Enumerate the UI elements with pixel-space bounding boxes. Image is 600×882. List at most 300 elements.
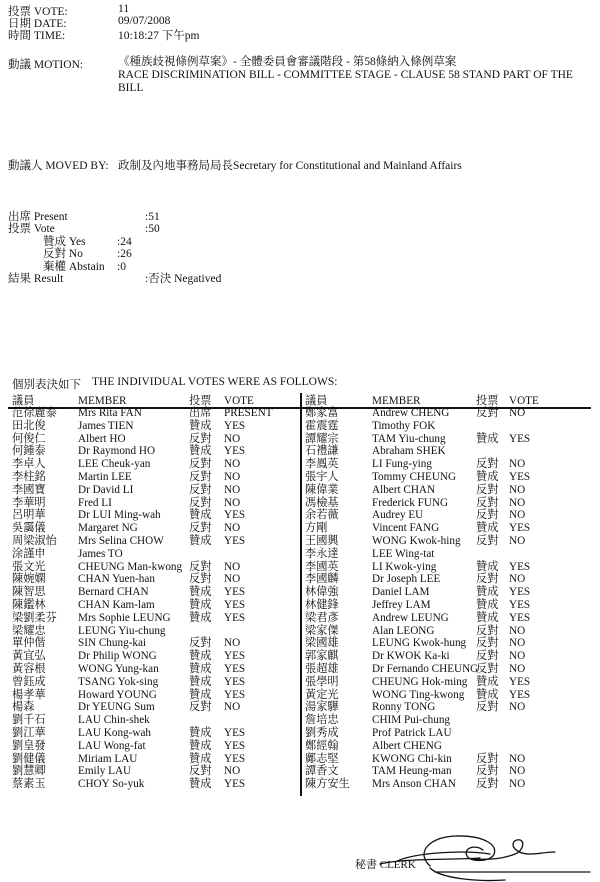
member-name-en: Emily LAU bbox=[78, 765, 132, 778]
vote-en: NO bbox=[509, 458, 526, 471]
vote-zh: 贊成 bbox=[189, 778, 212, 791]
col-vote-en: VOTE bbox=[224, 395, 254, 407]
table-row bbox=[305, 612, 600, 625]
member-name-en: CHEUNG Man-kwong bbox=[78, 560, 183, 573]
member-name-en: Dr Joseph LEE bbox=[372, 573, 441, 586]
member-name-en: Frederick FUNG bbox=[372, 496, 449, 509]
member-name-zh: 劉慧卿 bbox=[12, 765, 46, 778]
clerk-label: 秘書 CLERK bbox=[355, 859, 416, 871]
table-row bbox=[305, 484, 600, 497]
no-value: :26 bbox=[117, 248, 132, 260]
vote-en: NO bbox=[509, 650, 526, 663]
table-row bbox=[305, 561, 600, 574]
member-name-zh: 李卓人 bbox=[12, 458, 46, 471]
vote-zh: 贊成 bbox=[476, 598, 499, 611]
table-row bbox=[12, 497, 312, 510]
table-row bbox=[12, 701, 312, 714]
member-name-zh: 張文光 bbox=[12, 560, 46, 573]
member-name-zh: 林健鋒 bbox=[305, 598, 339, 611]
table-row bbox=[305, 586, 600, 599]
motion-title-zh: 《種族歧視條例草案》- 全體委員會審議階段 - 第58條納入條例草案 bbox=[118, 56, 457, 68]
vote-zh: 反對 bbox=[476, 573, 499, 586]
member-name-en: James TIEN bbox=[78, 419, 134, 432]
vote-en: YES bbox=[224, 611, 246, 624]
member-name-en: WONG Kwok-hing bbox=[372, 534, 461, 547]
vote-en: NO bbox=[509, 407, 526, 419]
table-row bbox=[12, 689, 312, 702]
vote-zh: 贊成 bbox=[189, 419, 212, 432]
table-row bbox=[305, 676, 600, 689]
member-name-zh: 陳方安生 bbox=[305, 778, 350, 791]
vote-en: NO bbox=[224, 637, 241, 650]
vote-zh: 贊成 bbox=[476, 470, 499, 483]
vote-zh: 贊成 bbox=[189, 662, 212, 675]
vote-zh: 反對 bbox=[476, 752, 499, 765]
vote-en: YES bbox=[509, 611, 531, 624]
vote-zh: 反對 bbox=[476, 509, 499, 522]
table-row bbox=[305, 497, 600, 510]
member-name-zh: 方剛 bbox=[305, 522, 328, 535]
table-row bbox=[305, 663, 600, 676]
table-row bbox=[12, 637, 312, 650]
member-name-zh: 楊孝華 bbox=[12, 688, 46, 701]
votes-table-right bbox=[305, 395, 600, 791]
col-member-zh: 議員 bbox=[305, 395, 328, 407]
vote-en: YES bbox=[509, 675, 531, 688]
vote-en: YES bbox=[224, 739, 246, 752]
vote-count-label: 投票 Vote bbox=[8, 223, 55, 235]
table-row bbox=[12, 535, 312, 548]
member-name-zh: 梁家傑 bbox=[305, 624, 339, 637]
member-name-en: Prof Patrick LAU bbox=[372, 726, 452, 739]
member-name-zh: 鄭家富 bbox=[305, 407, 339, 419]
vote-zh: 反對 bbox=[189, 458, 212, 471]
vote-zh: 贊成 bbox=[476, 675, 499, 688]
vote-zh: 反對 bbox=[476, 483, 499, 496]
table-row bbox=[305, 522, 600, 535]
member-name-zh: 張學明 bbox=[305, 675, 339, 688]
member-name-zh: 李國寶 bbox=[12, 483, 46, 496]
member-name-en: Dr YEUNG Sum bbox=[78, 701, 155, 714]
member-name-zh: 黃定光 bbox=[305, 688, 339, 701]
member-name-zh: 吳靄儀 bbox=[12, 522, 46, 535]
vote-count-value: :50 bbox=[145, 223, 160, 235]
table-row bbox=[305, 637, 600, 650]
vote-en: YES bbox=[224, 778, 246, 791]
member-name-en: CHOY So-yuk bbox=[78, 778, 145, 791]
individual-heading-zh: 個別表決如下 bbox=[12, 379, 81, 391]
vote-zh: 反對 bbox=[476, 650, 499, 663]
member-name-zh: 陳偉業 bbox=[305, 483, 339, 496]
member-name-zh: 詹培忠 bbox=[305, 714, 339, 727]
member-name-zh: 楊森 bbox=[12, 701, 35, 714]
member-name-en: Mrs Rita FAN bbox=[78, 407, 142, 419]
member-name-en: Andrew LEUNG bbox=[372, 611, 449, 624]
yes-label: 贊成 Yes bbox=[43, 236, 86, 248]
member-name-en: Miriam LAU bbox=[78, 752, 138, 765]
member-name-en: Jeffrey LAM bbox=[372, 598, 431, 611]
table-row bbox=[305, 509, 600, 522]
table-row bbox=[305, 753, 600, 766]
vote-en: YES bbox=[509, 688, 531, 701]
present-value: :51 bbox=[145, 211, 160, 223]
table-row bbox=[305, 714, 600, 727]
vote-zh: 反對 bbox=[476, 458, 499, 471]
vote-zh: 反對 bbox=[476, 637, 499, 650]
vote-en: NO bbox=[224, 765, 241, 778]
table-row bbox=[12, 561, 312, 574]
member-name-en: Mrs Sophie LEUNG bbox=[78, 611, 171, 624]
motion-title-en-1: RACE DISCRIMINATION BILL - COMMITTEE STAGE - CLAUSE 58 STAND PART OF THE bbox=[118, 69, 573, 81]
table-row bbox=[305, 765, 600, 778]
vote-en: YES bbox=[224, 509, 246, 522]
vote-en: NO bbox=[509, 573, 526, 586]
table-row bbox=[12, 599, 312, 612]
member-name-zh: 陳鑑林 bbox=[12, 598, 46, 611]
vote-zh: 反對 bbox=[189, 522, 212, 535]
vote-en: NO bbox=[509, 496, 526, 509]
member-name-en: Alan LEONG bbox=[372, 624, 435, 637]
no-label: 反對 No bbox=[43, 248, 83, 260]
table-row bbox=[305, 599, 600, 612]
table-row bbox=[12, 433, 312, 446]
time-value: 10:18:27 下午pm bbox=[118, 30, 200, 42]
member-name-zh: 湯家驊 bbox=[305, 701, 339, 714]
vote-en: YES bbox=[224, 445, 246, 458]
member-name-en: CHIM Pui-chung bbox=[372, 714, 451, 727]
table-row bbox=[12, 778, 312, 791]
member-name-zh: 林偉強 bbox=[305, 586, 339, 599]
vote-zh: 反對 bbox=[189, 432, 212, 445]
member-name-en: Daniel LAM bbox=[372, 586, 430, 599]
vote-zh: 反對 bbox=[189, 470, 212, 483]
vote-number-label: 投票 VOTE: bbox=[8, 6, 68, 18]
member-name-zh: 黃宜弘 bbox=[12, 650, 46, 663]
member-name-en: LEE Wing-tat bbox=[372, 547, 435, 560]
table-row bbox=[12, 650, 312, 663]
table-row bbox=[305, 548, 600, 561]
vote-zh: 反對 bbox=[476, 662, 499, 675]
member-name-en: Vincent FANG bbox=[372, 522, 440, 535]
col-vote-zh: 投票 bbox=[189, 395, 212, 407]
member-name-zh: 范徐麗泰 bbox=[12, 407, 57, 419]
table-row bbox=[12, 471, 312, 484]
vote-zh: 反對 bbox=[476, 407, 499, 419]
motion-label: 動議 MOTION: bbox=[8, 59, 84, 71]
member-name-en: Albert CHENG bbox=[372, 739, 442, 752]
member-name-en: LAU Wong-fat bbox=[78, 739, 146, 752]
table-row bbox=[12, 714, 312, 727]
col-member-en: MEMBER bbox=[78, 395, 127, 407]
member-name-en: James TO bbox=[78, 547, 123, 560]
date-value: 09/07/2008 bbox=[118, 15, 171, 27]
member-name-en: Audrey EU bbox=[372, 509, 424, 522]
table-row bbox=[12, 458, 312, 471]
member-name-en: Abraham SHEK bbox=[372, 445, 446, 458]
member-name-en: Dr Philip WONG bbox=[78, 650, 157, 663]
vote-en: YES bbox=[509, 598, 531, 611]
member-name-zh: 單仲偕 bbox=[12, 637, 46, 650]
vote-zh: 贊成 bbox=[189, 650, 212, 663]
col-member-zh: 議員 bbox=[12, 395, 35, 407]
table-row bbox=[12, 548, 312, 561]
table-row bbox=[12, 573, 312, 586]
vote-zh: 反對 bbox=[476, 624, 499, 637]
member-name-zh: 梁劉柔芬 bbox=[12, 611, 57, 624]
vote-en: YES bbox=[224, 752, 246, 765]
table-row bbox=[12, 727, 312, 740]
vote-zh: 反對 bbox=[189, 765, 212, 778]
member-name-en: TAM Yiu-chung bbox=[372, 432, 446, 445]
member-name-en: LI Fung-ying bbox=[372, 458, 432, 471]
table-row bbox=[12, 740, 312, 753]
table-row bbox=[12, 612, 312, 625]
vote-en: NO bbox=[224, 560, 241, 573]
member-name-zh: 劉秀成 bbox=[305, 726, 339, 739]
member-name-zh: 劉江華 bbox=[12, 726, 46, 739]
table-row bbox=[12, 420, 312, 433]
vote-zh: 反對 bbox=[476, 765, 499, 778]
member-name-zh: 梁耀忠 bbox=[12, 624, 46, 637]
member-name-zh: 劉皇發 bbox=[12, 739, 46, 752]
member-name-en: LEUNG Yiu-chung bbox=[78, 624, 166, 637]
table-row bbox=[12, 484, 312, 497]
vote-en: YES bbox=[509, 470, 531, 483]
vote-en: YES bbox=[224, 650, 246, 663]
vote-zh: 贊成 bbox=[476, 688, 499, 701]
vote-zh: 反對 bbox=[476, 778, 499, 791]
member-name-en: Howard YOUNG bbox=[78, 688, 157, 701]
table-row bbox=[12, 625, 312, 638]
vote-en: YES bbox=[509, 432, 531, 445]
member-name-en: LI Kwok-ying bbox=[372, 560, 437, 573]
vote-en: YES bbox=[509, 522, 531, 535]
moved-by-value: 政制及內地事務局局長Secretary for Constitutional and Mainland Affairs bbox=[118, 160, 462, 172]
vote-en: YES bbox=[224, 675, 246, 688]
vote-en: YES bbox=[224, 688, 246, 701]
table-row bbox=[305, 420, 600, 433]
table-row bbox=[305, 740, 600, 753]
vote-number-value: 11 bbox=[118, 3, 130, 15]
member-name-en: Dr LUI Ming-wah bbox=[78, 509, 161, 522]
member-name-zh: 何俊仁 bbox=[12, 432, 46, 445]
member-name-en: Andrew CHENG bbox=[372, 407, 450, 419]
table-row bbox=[12, 407, 312, 420]
vote-zh: 贊成 bbox=[189, 752, 212, 765]
vote-en: YES bbox=[224, 419, 246, 432]
member-name-zh: 余若薇 bbox=[305, 509, 339, 522]
vote-en: YES bbox=[509, 560, 531, 573]
table-row bbox=[305, 535, 600, 548]
vote-en: NO bbox=[509, 483, 526, 496]
table-row bbox=[12, 509, 312, 522]
vote-en: NO bbox=[224, 483, 241, 496]
date-label: 日期 DATE: bbox=[8, 18, 67, 30]
table-row bbox=[12, 663, 312, 676]
table-row bbox=[305, 701, 600, 714]
member-name-en: LAU Kong-wah bbox=[78, 726, 152, 739]
vote-zh: 出席 bbox=[189, 407, 212, 419]
vote-en: NO bbox=[224, 701, 241, 714]
member-name-en: Dr Raymond HO bbox=[78, 445, 156, 458]
member-name-en: CHAN Kam-lam bbox=[78, 598, 155, 611]
member-name-zh: 劉千石 bbox=[12, 714, 46, 727]
table-row bbox=[12, 753, 312, 766]
time-label: 時間 TIME: bbox=[8, 30, 66, 42]
member-name-en: WONG Yung-kan bbox=[78, 662, 159, 675]
vote-zh: 贊成 bbox=[189, 534, 212, 547]
table-row bbox=[305, 778, 600, 791]
member-name-zh: 曾鈺成 bbox=[12, 675, 46, 688]
member-name-zh: 郭家麒 bbox=[305, 650, 339, 663]
member-name-en: Tommy CHEUNG bbox=[372, 470, 457, 483]
vote-zh: 反對 bbox=[189, 560, 212, 573]
table-row bbox=[305, 689, 600, 702]
col-vote-zh: 投票 bbox=[476, 395, 499, 407]
table-header-row bbox=[305, 395, 600, 407]
vote-zh: 反對 bbox=[189, 573, 212, 586]
table-row bbox=[12, 676, 312, 689]
votes-table-left bbox=[12, 395, 312, 791]
vote-zh: 贊成 bbox=[189, 675, 212, 688]
vote-zh: 贊成 bbox=[476, 611, 499, 624]
member-name-en: Albert CHAN bbox=[372, 483, 436, 496]
member-name-en: WONG Ting-kwong bbox=[372, 688, 465, 701]
vote-zh: 贊成 bbox=[476, 432, 499, 445]
vote-zh: 贊成 bbox=[189, 611, 212, 624]
member-name-en: Fred LI bbox=[78, 496, 112, 509]
vote-en: YES bbox=[509, 586, 531, 599]
table-header-row bbox=[12, 395, 312, 407]
member-name-zh: 李國英 bbox=[305, 560, 339, 573]
vote-zh: 反對 bbox=[189, 701, 212, 714]
vote-en: NO bbox=[224, 522, 241, 535]
table-row bbox=[305, 625, 600, 638]
vote-zh: 贊成 bbox=[189, 509, 212, 522]
vote-zh: 贊成 bbox=[189, 739, 212, 752]
vote-en: YES bbox=[224, 726, 246, 739]
table-row bbox=[305, 433, 600, 446]
member-name-zh: 鄺志堅 bbox=[305, 752, 339, 765]
vote-en: NO bbox=[224, 432, 241, 445]
member-name-en: Albert HO bbox=[78, 432, 126, 445]
table-row bbox=[12, 522, 312, 535]
member-name-en: CHAN Yuen-han bbox=[78, 573, 155, 586]
member-name-en: LEE Cheuk-yan bbox=[78, 458, 151, 471]
vote-zh: 反對 bbox=[189, 637, 212, 650]
col-member-en: MEMBER bbox=[372, 395, 421, 407]
member-name-en: TAM Heung-man bbox=[372, 765, 452, 778]
vote-en: NO bbox=[509, 752, 526, 765]
table-row bbox=[12, 765, 312, 778]
vote-en: NO bbox=[509, 637, 526, 650]
member-name-zh: 陳婉嫻 bbox=[12, 573, 46, 586]
member-name-zh: 劉健儀 bbox=[12, 752, 46, 765]
yes-value: :24 bbox=[117, 236, 132, 248]
member-name-en: Margaret NG bbox=[78, 522, 138, 535]
vote-en: NO bbox=[509, 624, 526, 637]
member-name-en: SIN Chung-kai bbox=[78, 637, 147, 650]
abstain-label: 棄權 Abstain bbox=[43, 261, 105, 273]
vote-zh: 反對 bbox=[476, 701, 499, 714]
vote-en: PRESENT bbox=[224, 407, 273, 419]
vote-en: NO bbox=[509, 765, 526, 778]
member-name-zh: 黃容根 bbox=[12, 662, 46, 675]
member-name-en: Bernard CHAN bbox=[78, 586, 149, 599]
vote-en: NO bbox=[224, 458, 241, 471]
member-name-en: Dr Fernando CHEUNG bbox=[372, 662, 479, 675]
signature-icon bbox=[375, 832, 595, 882]
member-name-zh: 張宇人 bbox=[305, 470, 339, 483]
member-name-en: Mrs Selina CHOW bbox=[78, 534, 164, 547]
member-name-zh: 涂謹申 bbox=[12, 547, 46, 560]
result-value: :否決 Negatived bbox=[145, 273, 222, 285]
vote-zh: 贊成 bbox=[476, 560, 499, 573]
member-name-zh: 王國興 bbox=[305, 534, 339, 547]
col-vote-en: VOTE bbox=[509, 395, 539, 407]
member-name-zh: 石禮謙 bbox=[305, 445, 339, 458]
present-label: 出席 Present bbox=[8, 211, 68, 223]
member-name-en: Martin LEE bbox=[78, 470, 132, 483]
table-row bbox=[305, 727, 600, 740]
member-name-zh: 譚耀宗 bbox=[305, 432, 339, 445]
vote-en: NO bbox=[509, 534, 526, 547]
vote-en: YES bbox=[224, 598, 246, 611]
member-name-zh: 周梁淑怡 bbox=[12, 534, 57, 547]
member-name-en: Ronny TONG bbox=[372, 701, 436, 714]
member-name-zh: 李柱銘 bbox=[12, 470, 46, 483]
member-name-zh: 霍震霆 bbox=[305, 419, 339, 432]
vote-en: NO bbox=[224, 470, 241, 483]
member-name-zh: 李華明 bbox=[12, 496, 46, 509]
individual-heading-en: THE INDIVIDUAL VOTES WERE AS FOLLOWS: bbox=[92, 376, 338, 388]
member-name-zh: 何鍾泰 bbox=[12, 445, 46, 458]
motion-title-en-2: BILL bbox=[118, 82, 144, 94]
member-name-zh: 田北俊 bbox=[12, 419, 46, 432]
vote-zh: 反對 bbox=[476, 496, 499, 509]
vote-zh: 贊成 bbox=[189, 726, 212, 739]
member-name-zh: 梁君彥 bbox=[305, 611, 339, 624]
vote-zh: 反對 bbox=[189, 496, 212, 509]
member-name-zh: 李永達 bbox=[305, 547, 339, 560]
member-name-zh: 呂明華 bbox=[12, 509, 46, 522]
table-row bbox=[305, 650, 600, 663]
vote-en: NO bbox=[509, 701, 526, 714]
moved-by-label: 動議人 MOVED BY: bbox=[8, 160, 109, 172]
member-name-zh: 鄭經翰 bbox=[305, 739, 339, 752]
member-name-en: LAU Chin-shek bbox=[78, 714, 150, 727]
vote-en: NO bbox=[509, 509, 526, 522]
member-name-en: Dr KWOK Ka-ki bbox=[372, 650, 450, 663]
vote-zh: 贊成 bbox=[189, 586, 212, 599]
member-name-en: Mrs Anson CHAN bbox=[372, 778, 456, 791]
member-name-zh: 梁國雄 bbox=[305, 637, 339, 650]
vote-zh: 贊成 bbox=[189, 598, 212, 611]
table-row bbox=[305, 458, 600, 471]
member-name-en: TSANG Yok-sing bbox=[78, 675, 159, 688]
member-name-en: Dr David LI bbox=[78, 483, 134, 496]
vote-en: YES bbox=[224, 662, 246, 675]
vote-zh: 贊成 bbox=[476, 586, 499, 599]
table-row bbox=[12, 586, 312, 599]
member-name-en: Timothy FOK bbox=[372, 419, 436, 432]
vote-zh: 贊成 bbox=[189, 688, 212, 701]
member-name-en: KWONG Chi-kin bbox=[372, 752, 452, 765]
vote-zh: 反對 bbox=[476, 534, 499, 547]
member-name-zh: 李鳳英 bbox=[305, 458, 339, 471]
member-name-zh: 蔡素玉 bbox=[12, 778, 46, 791]
member-name-zh: 馮檢基 bbox=[305, 496, 339, 509]
